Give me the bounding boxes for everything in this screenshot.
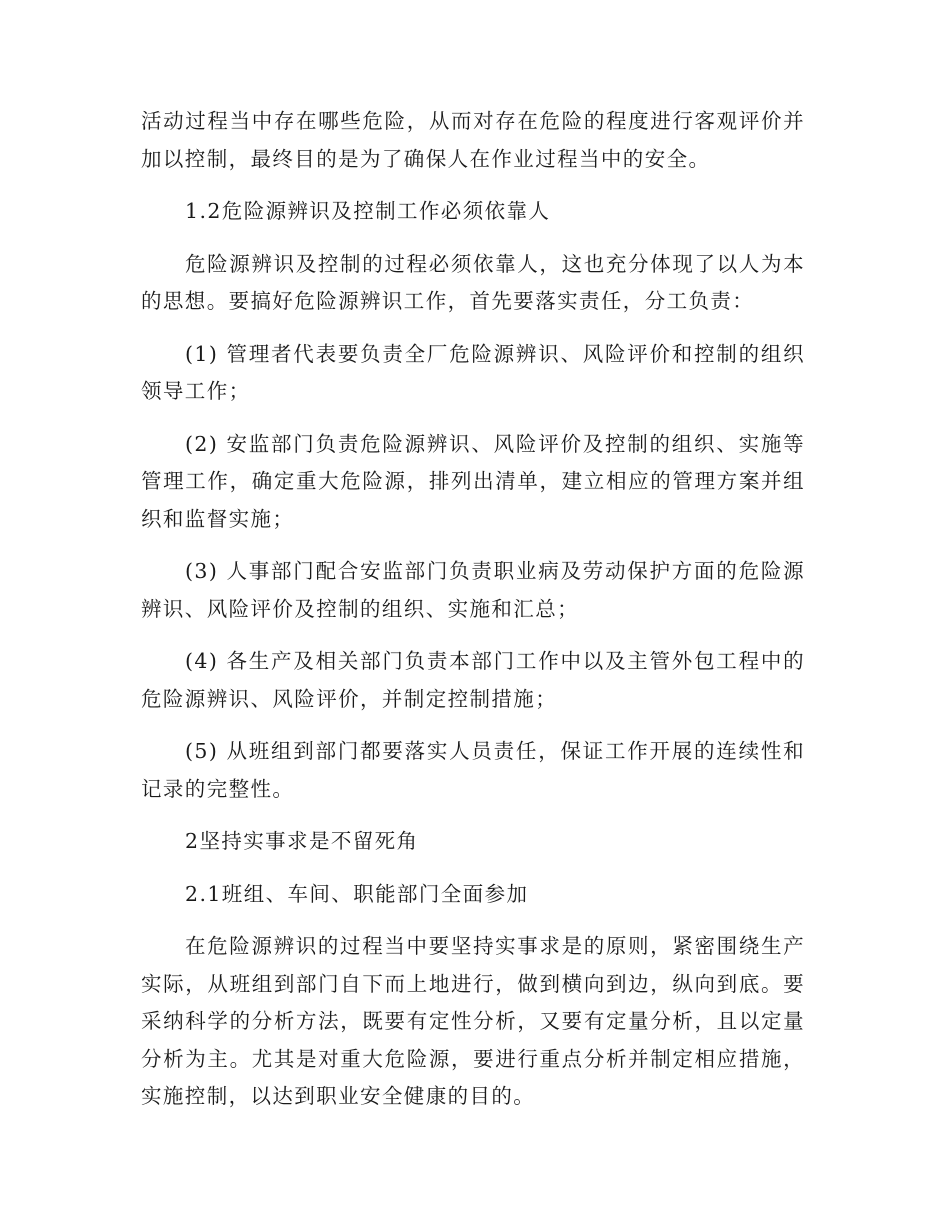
list-item-3: (3) 人事部门配合安监部门负责职业病及劳动保护方面的危险源辨识、风险评价及控制的组织、实施和汇总； (141, 559, 805, 621)
paragraph-rely-on-people: 危险源辨识及控制的过程必须依靠人，这也充分体现了以人为本的思想。要搞好危险源辨识工作，首先要落实责任，分工负责： (141, 251, 805, 313)
document-body (141, 103, 805, 1131)
list-item-2: (2) 安监部门负责危险源辨识、风险评价及控制的组织、实施等管理工作，确定重大危险源，排列出清单，建立相应的管理方案并组织和监督实施； (141, 431, 805, 531)
section-heading-2: 2坚持实事求是不留死角 (185, 829, 419, 853)
list-item-1: (1) 管理者代表要负责全厂危险源辨识、风险评价和控制的组织领导工作； (141, 341, 805, 403)
section-heading-2-1: 2.1班组、车间、职能部门全面参加 (185, 881, 529, 906)
paragraph-intro-continuation: 活动过程当中存在哪些危险，从而对存在危险的程度进行客观评价并加以控制，最终目的是为了确保人在作业过程当中的安全。 (141, 109, 805, 171)
list-item-5: (5) 从班组到部门都要落实人员责任，保证工作开展的连续性和记录的完整性。 (141, 739, 805, 801)
paragraph-seek-truth: 在危险源辨识的过程当中要坚持实事求是的原则，紧密围绕生产实际，从班组到部门自下而上地进行，做到横向到边，纵向到底。要采纳科学的分析方法，既要有定性分析，又要有定量分析，且以定量分析为主。尤其是对重大危险源，要进行重点分析并制定相应措施，实施控制，以达到职业安全健康的目的。 (141, 934, 805, 1108)
section-heading-1-2: 1.2危险源辨识及控制工作必须依靠人 (185, 199, 551, 223)
list-item-4: (4) 各生产及相关部门负责本部门工作中以及主管外包工程中的危险源辨识、风险评价，并制定控制措施； (141, 649, 805, 711)
